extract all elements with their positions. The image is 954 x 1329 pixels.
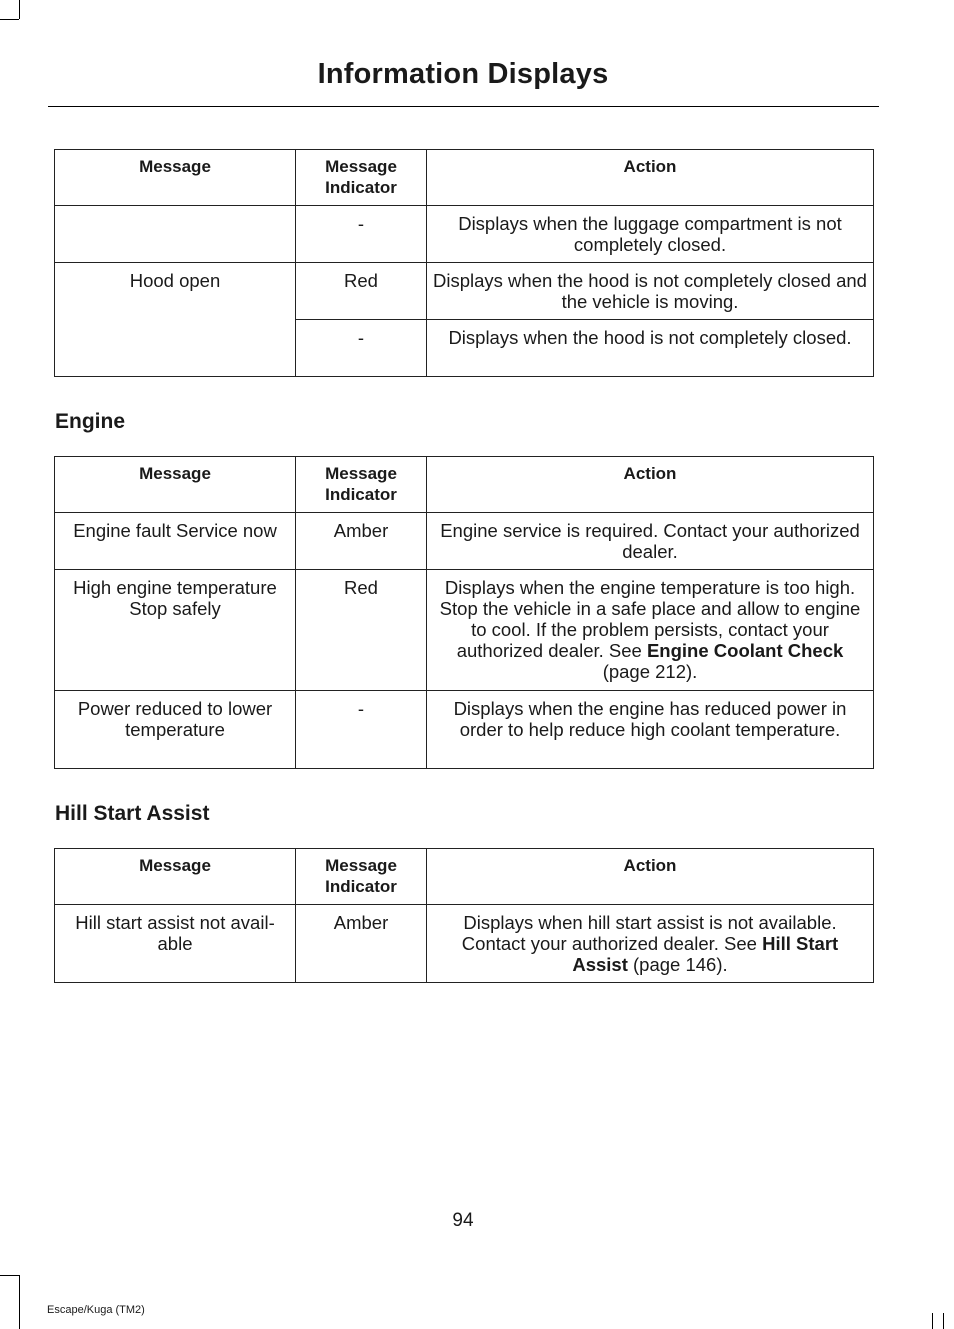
action-cell: Displays when hill start assist is not available. Contact your authorized dealer. See Hill Start Assist (page 146). bbox=[427, 905, 874, 983]
indicator-cell: - bbox=[296, 320, 427, 377]
table-header-row bbox=[55, 150, 874, 206]
page-title: Information Displays bbox=[317, 58, 609, 90]
action-cell: Displays when the engine has reduced power in order to help reduce high coolant temperature. bbox=[427, 691, 874, 769]
message-cell: Hood open bbox=[55, 263, 296, 377]
action-cell: Displays when the hood is not completely closed and the vehicle is moving. bbox=[427, 263, 874, 320]
indicator-cell: Red bbox=[296, 263, 427, 320]
table-row bbox=[55, 905, 874, 983]
column-header-action: Action bbox=[427, 150, 874, 206]
column-header-indicator: Message Indicator bbox=[296, 150, 427, 206]
table-row bbox=[55, 570, 874, 691]
action-cell: Engine service is required. Contact your authorized dealer. bbox=[427, 513, 874, 570]
table-header-row bbox=[55, 457, 874, 513]
crop-mark-top-left-v bbox=[19, 0, 20, 19]
indicator-cell: Amber bbox=[296, 513, 427, 570]
message-cell bbox=[55, 206, 296, 263]
cross-reference-link[interactable]: Engine Coolant Check bbox=[646, 640, 844, 661]
column-header-action: Action bbox=[427, 849, 874, 905]
table-row bbox=[55, 513, 874, 570]
crop-mark-bottom-left-v bbox=[19, 1275, 20, 1329]
doors-message-table bbox=[54, 149, 874, 377]
crop-mark-bottom-right-1 bbox=[932, 1313, 933, 1329]
section-heading-engine: Engine bbox=[55, 410, 126, 433]
crop-mark-top-left-h bbox=[0, 19, 19, 20]
indicator-cell: Amber bbox=[296, 905, 427, 983]
crop-mark-bottom-left-h bbox=[0, 1275, 19, 1276]
page-number: 94 bbox=[452, 1210, 474, 1231]
engine-message-table bbox=[54, 456, 874, 769]
column-header-message: Message bbox=[55, 849, 296, 905]
action-cell: Displays when the luggage compartment is not completely closed. bbox=[427, 206, 874, 263]
message-cell: Power reduced to lower temperature bbox=[55, 691, 296, 769]
action-cell: Displays when the engine temperature is too high. Stop the vehicle in a safe place and allow to engine to cool. If the problem persists, contact your authorized dealer. See Engine Coolant Check (page 212). bbox=[427, 570, 874, 691]
indicator-cell: Red bbox=[296, 570, 427, 691]
table-row bbox=[55, 263, 874, 320]
action-cell: Displays when the hood is not completely closed. bbox=[427, 320, 874, 377]
indicator-cell: - bbox=[296, 691, 427, 769]
table-header-row bbox=[55, 849, 874, 905]
message-cell: Engine fault Service now bbox=[55, 513, 296, 570]
indicator-cell: - bbox=[296, 206, 427, 263]
column-header-action: Action bbox=[427, 457, 874, 513]
message-cell: Hill start assist not available bbox=[55, 905, 296, 983]
column-header-message: Message bbox=[55, 457, 296, 513]
column-header-indicator: Message Indicator bbox=[296, 457, 427, 513]
title-divider bbox=[48, 106, 879, 107]
cross-reference-link[interactable]: Hill Start Assist bbox=[572, 933, 839, 975]
table-row bbox=[55, 691, 874, 769]
crop-mark-bottom-right-2 bbox=[943, 1313, 944, 1329]
section-heading-hill-start-assist: Hill Start Assist bbox=[55, 802, 210, 825]
table-row bbox=[55, 206, 874, 263]
column-header-message: Message bbox=[55, 150, 296, 206]
footer-model-label: Escape/Kuga (TM2) bbox=[47, 1304, 145, 1316]
message-cell: High engine temperature Stop safely bbox=[55, 570, 296, 691]
column-header-indicator: Message Indicator bbox=[296, 849, 427, 905]
hill-start-message-table bbox=[54, 848, 874, 983]
